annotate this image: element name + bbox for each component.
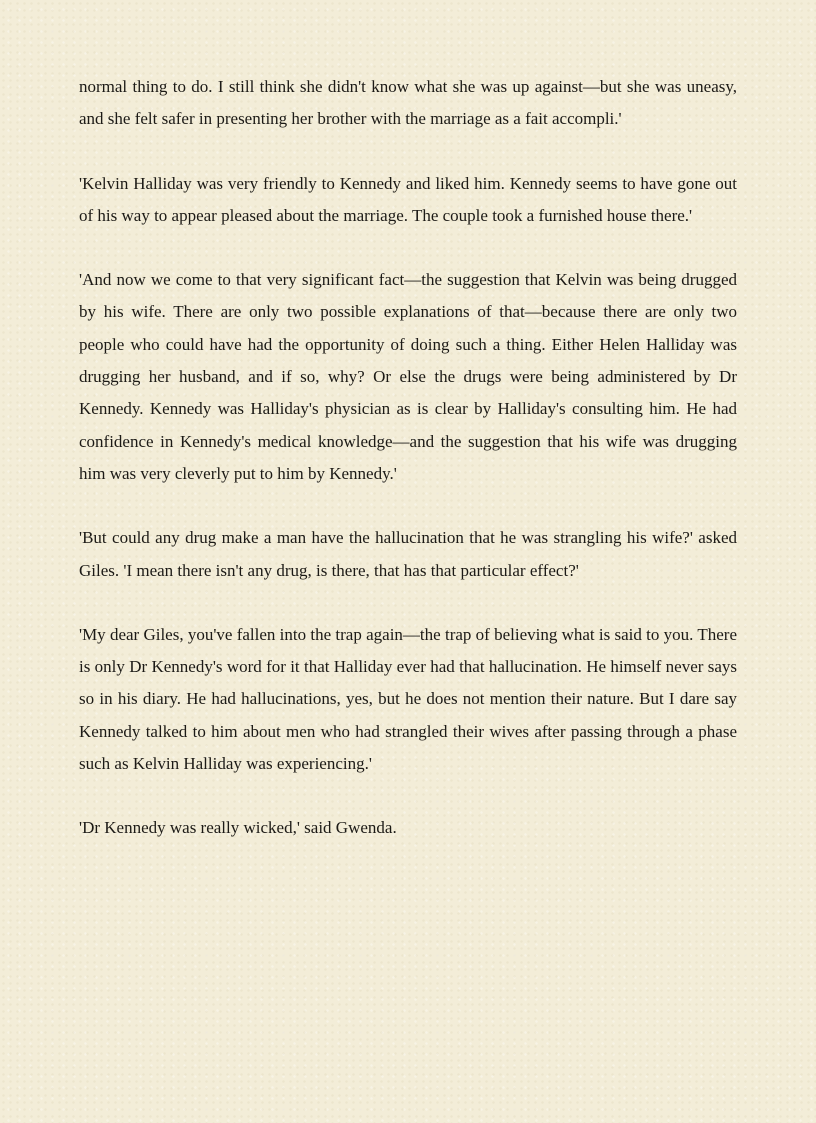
paragraph: 'Dr Kennedy was really wicked,' said Gwenda. — [79, 818, 397, 838]
paragraph: 'Kelvin Halliday was very friendly to Kennedy and liked him. Kennedy seems to have gone out of his way to appear pleased about the marriage. The couple took a furnished house there.' — [79, 173, 737, 225]
paragraph: 'And now we come to that very significant fact—the suggestion that Kelvin was being drugged by his wife. There are only two possible explanations of that—because there are only two people who could have had the opportunity of doing such a thing. Either Helen Halliday was drugging her husband, and if so, why? Or else the drugs were being administered by Dr Kennedy. Kennedy was Halliday's physician as is clear by Halliday's consulting him. He had confidence in Kennedy's medical knowledge—and the suggestion that his wife was drugging him was very cleverly put to him by Kennedy.' — [79, 270, 737, 483]
paragraph: 'But could any drug make a man have the hallucination that he was strangling his wife?' asked Giles. 'I mean there isn't any drug, is there, that has that particular effect?' — [79, 528, 737, 580]
paragraph: normal thing to do. I still think she didn't know what she was up against—but she was uneasy, and she felt safer in presenting her brother with the marriage as a fait accompli.' — [79, 77, 737, 129]
paragraph: 'My dear Giles, you've fallen into the trap again—the trap of believing what is said to you. There is only Dr Kennedy's word for it that Halliday ever had that hallucination. He himself never says so in his diary. He had hallucinations, yes, but he does not mention their nature. But I dare say Kennedy talked to him about men who had strangled their wives after passing through a phase such as Kelvin Halliday was experiencing.' — [79, 624, 737, 774]
page-text — [79, 71, 737, 877]
